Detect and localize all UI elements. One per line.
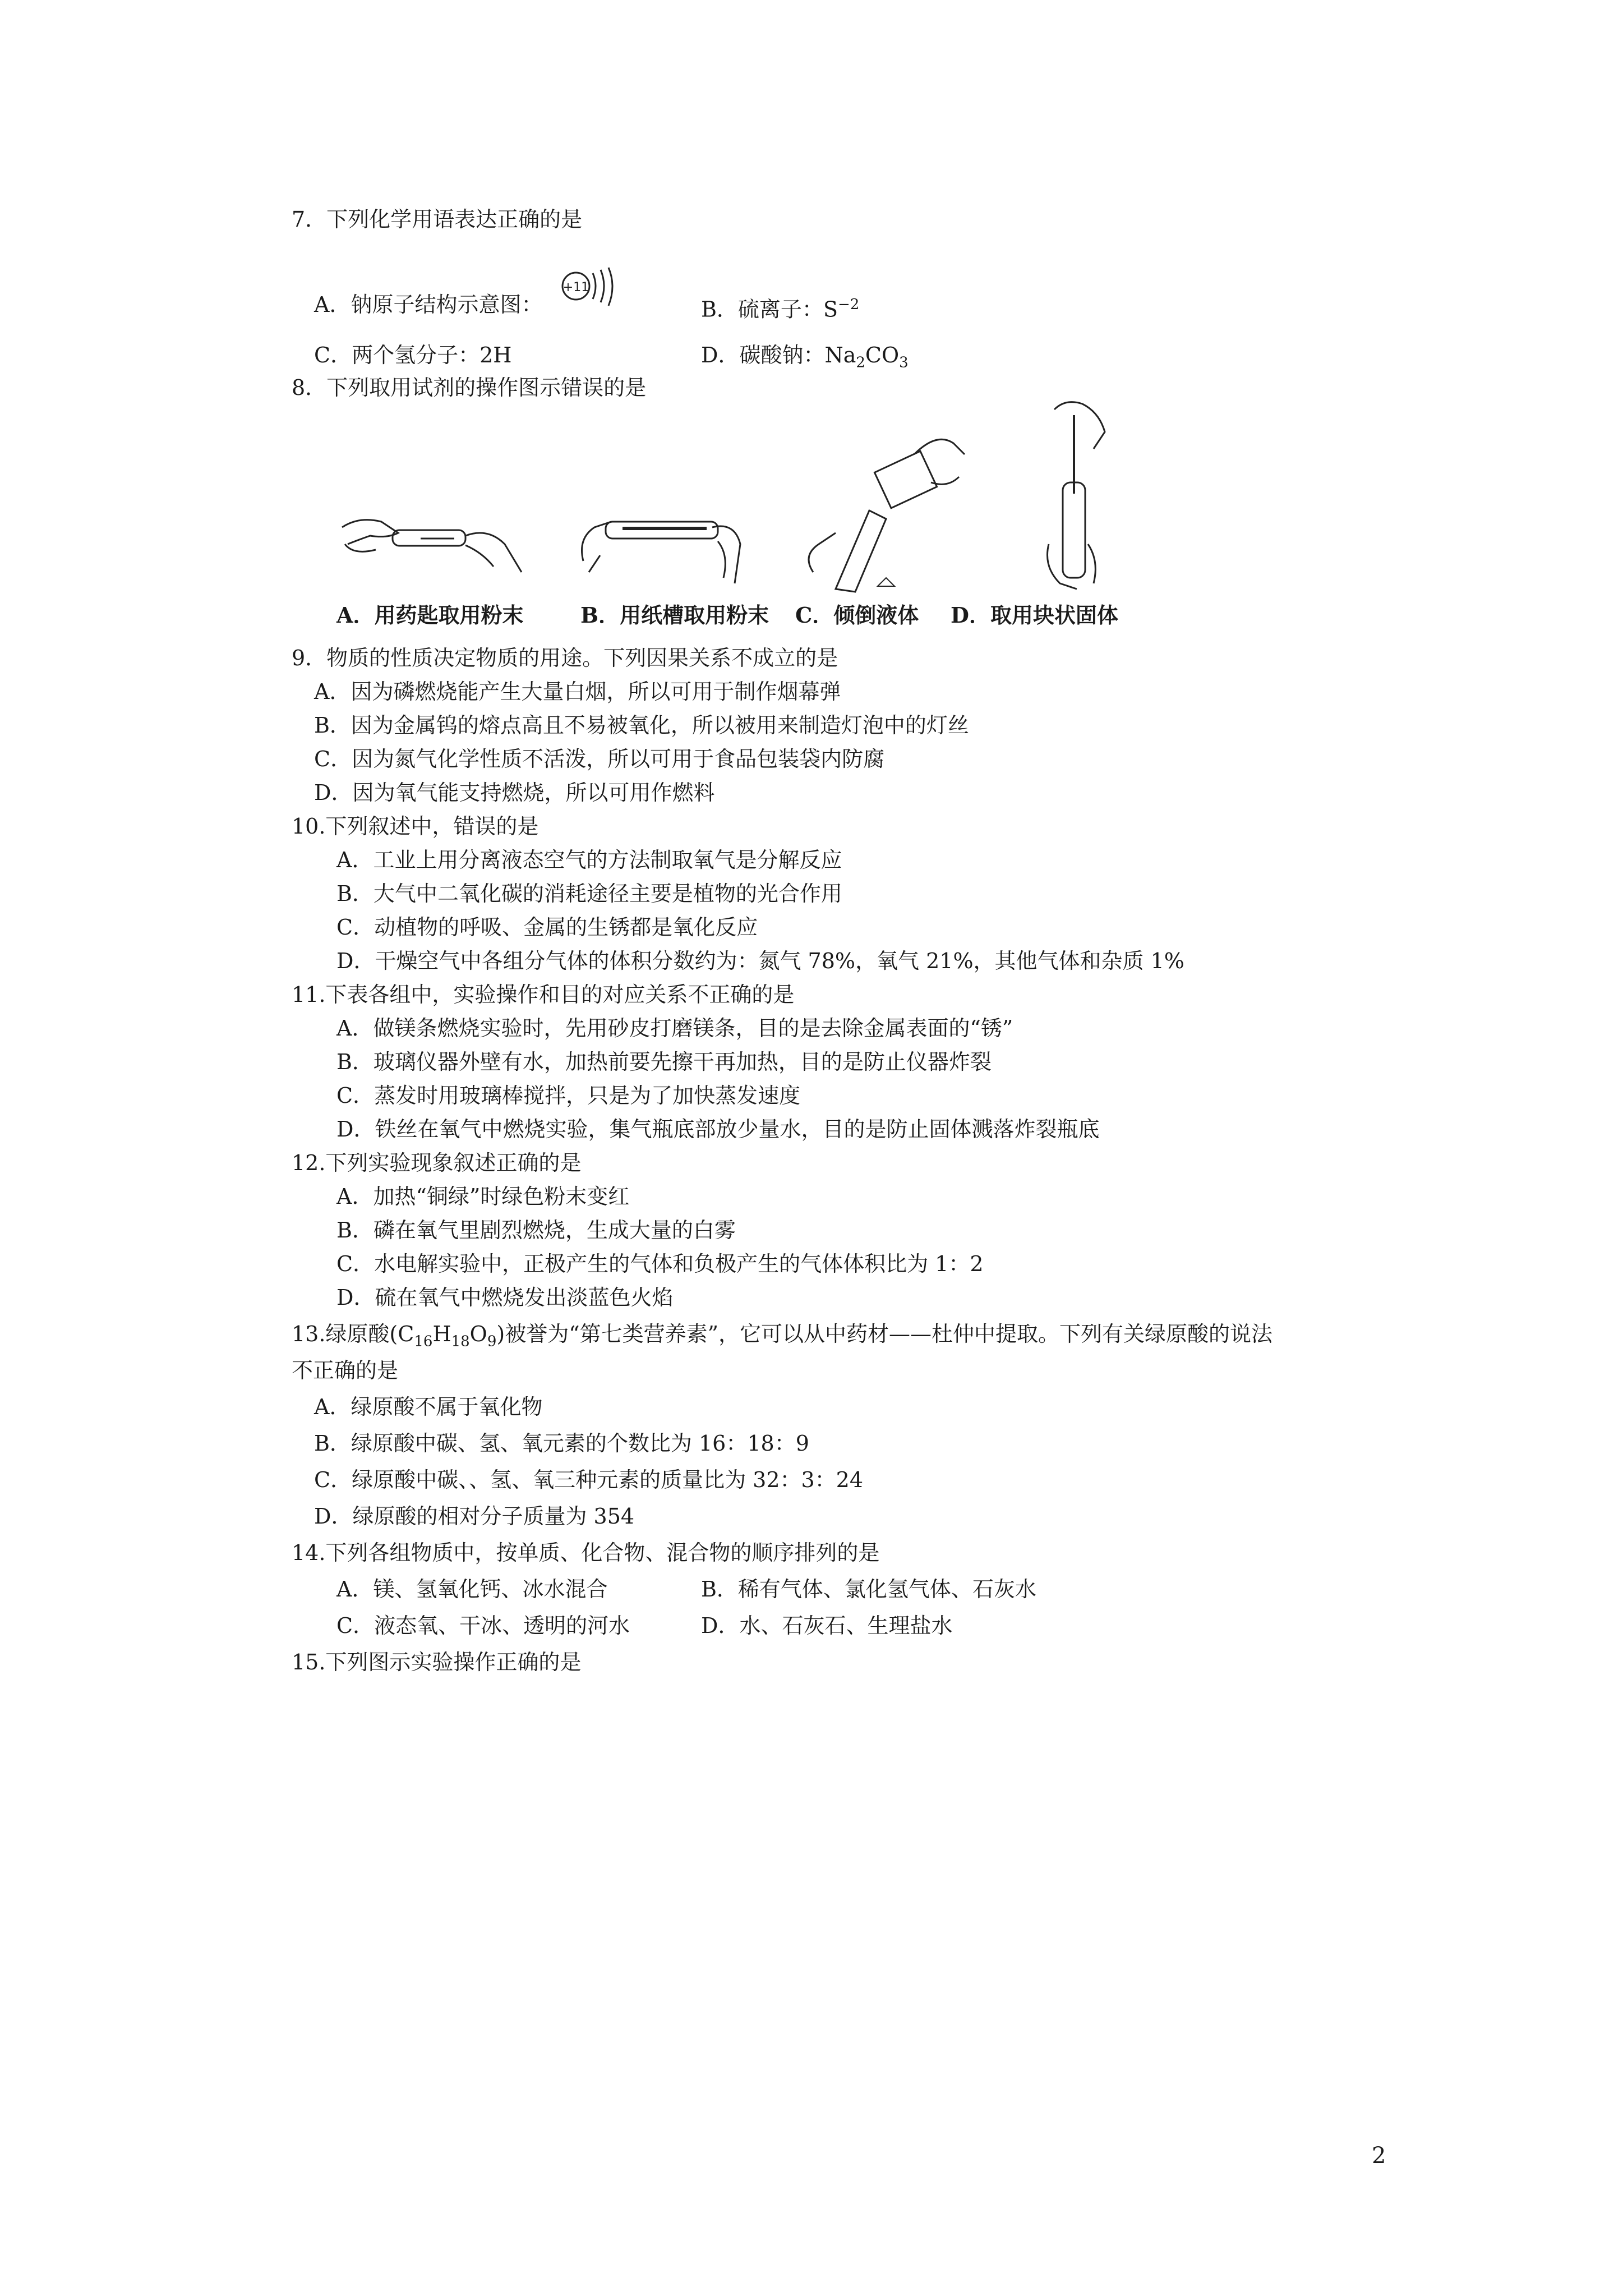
q13-option-c: C．绿原酸中碳、、氢、氧三种元素的质量比为 32：3：24 bbox=[314, 1467, 864, 1492]
q11-stem: 11.下表各组中，实验操作和目的对应关系不正确的是 bbox=[292, 982, 795, 1007]
q7-formula-sub: 2 bbox=[856, 354, 865, 371]
q8-caption-a: A．用药匙取用粉末 bbox=[336, 602, 524, 628]
q10-option-c: C．动植物的呼吸、金属的生锈都是氧化反应 bbox=[336, 915, 758, 940]
atom-nucleus-label: +11 bbox=[562, 280, 589, 295]
q13-stem-part: )被誉为“第七类营养素”，它可以从中药材——杜仲中提取。下列有关绿原酸的说法 bbox=[496, 1322, 1273, 1346]
q8-caption-b: B．用纸槽取用粉末 bbox=[580, 602, 769, 628]
q11-option-a: A．做镁条燃烧实验时，先用砂皮打磨镁条，目的是去除金属表面的“锈” bbox=[336, 1016, 1013, 1041]
figure-spatula-powder bbox=[336, 505, 527, 589]
q9-option-d: D．因为氧气能支持燃烧，所以可用作燃料 bbox=[314, 780, 715, 805]
figure-block-solid bbox=[1026, 398, 1138, 595]
q7-formula-sub: 3 bbox=[899, 354, 909, 371]
q7-formula-part: Na bbox=[824, 343, 856, 367]
q10-option-a: A．工业上用分离液态空气的方法制取氧气是分解反应 bbox=[336, 848, 842, 872]
q8-stem: 8．下列取用试剂的操作图示错误的是 bbox=[292, 375, 647, 400]
page-number: 2 bbox=[1372, 2143, 1386, 2169]
figure-pour-liquid bbox=[802, 421, 970, 595]
q12-option-a: A．加热“铜绿”时绿色粉末变红 bbox=[336, 1184, 630, 1209]
q7-option-b-label: B．硫离子： bbox=[701, 297, 823, 322]
figure-paper-trough-powder bbox=[572, 499, 751, 595]
q9-option-c: C．因为氮气化学性质不活泼，所以可用于食品包装袋内防腐 bbox=[314, 747, 885, 771]
q13-stem-part: 13.绿原酸(C bbox=[292, 1322, 414, 1346]
q7-option-d bbox=[701, 342, 909, 376]
q14-option-d: D．水、石灰石、生理盐水 bbox=[701, 1613, 953, 1638]
q9-stem: 9．物质的性质决定物质的用途。下列因果关系不成立的是 bbox=[292, 646, 838, 670]
q11-option-b: B．玻璃仪器外壁有水，加热前要先擦干再加热，目的是防止仪器炸裂 bbox=[336, 1050, 992, 1074]
q12-option-c: C．水电解实验中，正极产生的气体和负极产生的气体体积比为 1：2 bbox=[336, 1251, 984, 1276]
q9-option-b: B．因为金属钨的熔点高且不易被氧化，所以被用来制造灯泡中的灯丝 bbox=[314, 713, 969, 738]
q7-stem: 7．下列化学用语表达正确的是 bbox=[292, 207, 583, 232]
q14-option-c: C．液态氧、干冰、透明的河水 bbox=[336, 1613, 630, 1638]
q13-stem-part: H bbox=[432, 1322, 451, 1346]
q11-option-c: C．蒸发时用玻璃棒搅拌，只是为了加快蒸发速度 bbox=[336, 1083, 801, 1108]
sodium-atom-diagram bbox=[558, 261, 620, 311]
q14-stem: 14.下列各组物质中，按单质、化合物、混合物的顺序排列的是 bbox=[292, 1540, 880, 1565]
q13-formula-sub: 9 bbox=[487, 1333, 497, 1350]
q14-option-a: A．镁、氢氧化钙、冰水混合 bbox=[336, 1577, 608, 1602]
q13-stem-line2: 不正确的是 bbox=[292, 1358, 399, 1383]
q13-stem-part: O bbox=[469, 1322, 487, 1346]
q7-formula-part: CO bbox=[865, 343, 900, 367]
q7-option-c: C．两个氢分子：2H bbox=[314, 343, 512, 367]
q9-option-a: A．因为磷燃烧能产生大量白烟，所以可用于制作烟幕弹 bbox=[314, 679, 841, 704]
q12-option-d: D．硫在氧气中燃烧发出淡蓝色火焰 bbox=[336, 1285, 674, 1310]
q13-option-b: B．绿原酸中碳、氢、氧元素的个数比为 16：18：9 bbox=[314, 1431, 809, 1456]
q7-option-a-label: A．钠原子结构示意图： bbox=[314, 292, 543, 317]
q7-option-b-charge: −2 bbox=[837, 296, 860, 313]
q13-option-a: A．绿原酸不属于氧化物 bbox=[314, 1395, 543, 1419]
q14-option-b: B．稀有气体、氯化氢气体、石灰水 bbox=[701, 1577, 1036, 1602]
q8-caption-c: C．倾倒液体 bbox=[795, 602, 919, 628]
q7-option-b bbox=[701, 292, 859, 323]
q10-option-d: D．干燥空气中各组分气体的体积分数约为：氮气 78%，氧气 21%，其他气体和杂质 1% bbox=[336, 949, 1184, 973]
q8-figures bbox=[336, 415, 1150, 606]
q7-option-d-label: D．碳酸钠： bbox=[701, 343, 825, 367]
q7-option-b-formula: S bbox=[823, 297, 838, 322]
q12-option-b: B．磷在氧气里剧烈燃烧，生成大量的白雾 bbox=[336, 1218, 736, 1243]
q11-option-d: D．铁丝在氧气中燃烧实验，集气瓶底部放少量水，目的是防止固体溅落炸裂瓶底 bbox=[336, 1117, 1100, 1142]
q10-stem: 10.下列叙述中，错误的是 bbox=[292, 814, 539, 839]
q10-option-b: B．大气中二氧化碳的消耗途径主要是植物的光合作用 bbox=[336, 881, 842, 906]
q7-option-a bbox=[314, 292, 542, 318]
q13-option-d: D．绿原酸的相对分子质量为 354 bbox=[314, 1504, 635, 1529]
q13-formula-sub: 18 bbox=[451, 1333, 470, 1350]
q8-caption-d: D．取用块状固体 bbox=[951, 602, 1118, 628]
q15-stem: 15.下列图示实验操作正确的是 bbox=[292, 1650, 582, 1674]
q12-stem: 12.下列实验现象叙述正确的是 bbox=[292, 1151, 582, 1175]
q13-formula-sub: 16 bbox=[414, 1333, 433, 1350]
q13-stem bbox=[292, 1321, 1272, 1355]
